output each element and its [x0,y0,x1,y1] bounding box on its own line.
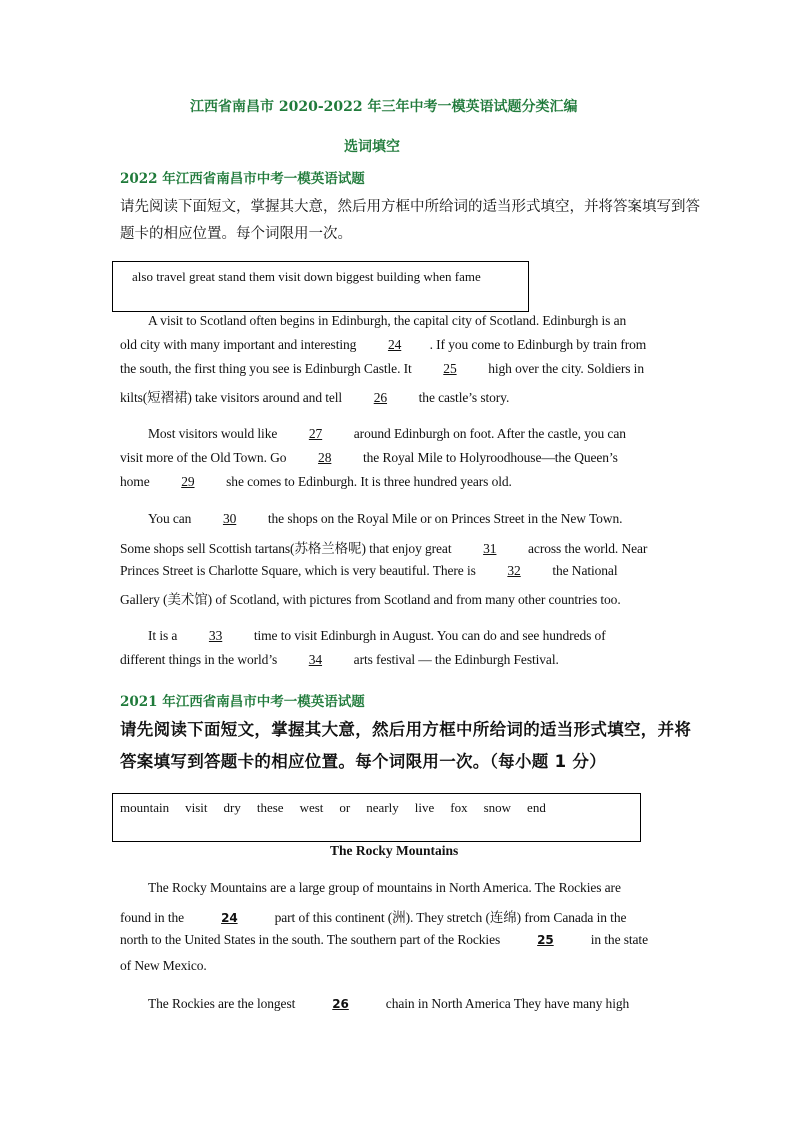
word-item: visit [185,800,208,815]
line-text: arts festival — the Edinburgh Festival. [350,652,559,667]
instruction-2022-line1: 请先阅读下面短文，掌握其大意，然后用方框中所给词的适当形式填空，并将答案填写到答 [120,199,700,215]
line-text: the National [549,563,618,578]
line-text: found in the [120,910,188,925]
passage-line [120,337,646,353]
word-item: snow [483,800,512,815]
passage-line [148,426,626,442]
word-box-2021 [112,793,641,842]
passage-line [120,588,621,608]
word-item: west [299,800,324,815]
word-box-2022 [112,261,529,312]
line-text: home [120,474,153,489]
line-text: she comes to Edinburgh. It is three hundred years old. [222,474,512,489]
passage-line [120,450,618,466]
line-text: The Rocky Mountains are a large group of mountains in North America. The Rockies are [148,880,621,895]
passage-line [148,996,629,1012]
line-text: high over the city. Soldiers in [484,361,644,376]
passage-line [120,652,559,668]
line-text: Most visitors would like [148,426,281,441]
passage-line [120,386,509,406]
line-text: chain in North America They have many high [382,996,630,1011]
word-item: these [256,800,284,815]
line-text: The Rockies are the longest [148,996,299,1011]
answer-blank: 32 [507,563,521,578]
answer-blank: 25 [443,361,457,376]
answer-blank: 29 [181,474,195,489]
line-text: the Royal Mile to Holyroodhouse—the Queen’s [359,450,618,465]
line-text: time to visit Edinburgh in August. You can do and see hundreds of [250,628,606,643]
line-text: in the state [587,932,648,947]
passage-line [120,932,648,948]
answer-blank: 26 [332,997,349,1011]
word-list-2021 [120,800,546,816]
line-text: across the world. Near [524,541,648,556]
answer-blank: 30 [222,511,237,526]
line-text: You can [148,511,195,526]
answer-blank: 31 [483,541,497,556]
answer-blank: 24 [387,337,402,352]
line-text: visit more of the Old Town. Go [120,450,290,465]
passage-line [120,361,644,377]
instruction-2022-line2: 题卡的相应位置。每个词限用一次。 [120,226,352,242]
passage-line [120,537,647,557]
line-text: Gallery (美术馆) of Scotland, with pictures from Scotland and from many other countries too. [120,592,621,607]
line-text: the castle’s story. [415,390,510,405]
line-text: the shops on the Royal Mile or on Princes Street in the New Town. [264,511,623,526]
passage-line [148,628,606,644]
passage-line [148,511,622,527]
answer-blank: 33 [208,628,223,643]
answer-blank: 28 [318,450,332,465]
passage-title: The Rocky Mountains [330,843,459,858]
word-list-2022: also travel great stand them visit down biggest building when fame [132,269,481,284]
line-text: old city with many important and interesting [120,337,360,352]
line-text: the south, the first thing you see is Edinburgh Castle. It [120,361,415,376]
document-title: 江西省南昌市 2020-2022 年三年中考一模英语试题分类汇编 [190,99,578,115]
line-text: . If you come to Edinburgh by train from [429,337,647,352]
document-subtitle: 选词填空 [344,139,400,155]
word-item: nearly [366,800,399,815]
line-text: around Edinburgh on foot. After the castle, you can [350,426,626,441]
answer-blank: 26 [373,390,388,405]
line-text: north to the United States in the south. The southern part of the Rockies [120,932,504,947]
passage-line [120,958,207,974]
section-heading-2021: 2021 年江西省南昌市中考一模英语试题 [120,694,365,710]
answer-blank: 34 [308,652,323,667]
answer-blank: 27 [308,426,323,441]
word-item: or [339,800,351,815]
passage-line [120,906,626,926]
answer-blank: 24 [221,911,238,925]
passage-line [148,313,626,329]
line-text: part of this continent (洲). They stretch (连绵) from Canada in the [271,910,627,925]
passage-line [148,880,621,896]
line-text: It is a [148,628,181,643]
passage-line [120,563,617,579]
instruction-2021-line1: 请先阅读下面短文，掌握其大意，然后用方框中所给词的适当形式填空，并将 [120,720,692,739]
word-item: mountain [120,800,170,815]
answer-blank: 25 [537,933,554,947]
line-text: A visit to Scotland often begins in Edinburgh, the capital city of Scotland. Edinburgh is an [148,313,627,328]
word-item: dry [223,800,241,815]
section-heading-2022: 2022 年江西省南昌市中考一模英语试题 [120,171,365,187]
word-item: fox [450,800,468,815]
line-text: kilts(短褶裙) take visitors around and tell [120,390,346,405]
line-text: Some shops sell Scottish tartans(苏格兰格呢) that enjoy great [120,541,455,556]
passage-line [120,474,512,490]
word-item: live [414,800,435,815]
line-text: Princes Street is Charlotte Square, which is very beautiful. There is [120,563,480,578]
line-text: different things in the world’s [120,652,281,667]
line-text: of New Mexico. [120,958,207,973]
instruction-2021-line2: 答案填写到答题卡的相应位置。每个词限用一次。（每小题 1 分） [120,752,607,771]
word-item: end [527,800,546,815]
